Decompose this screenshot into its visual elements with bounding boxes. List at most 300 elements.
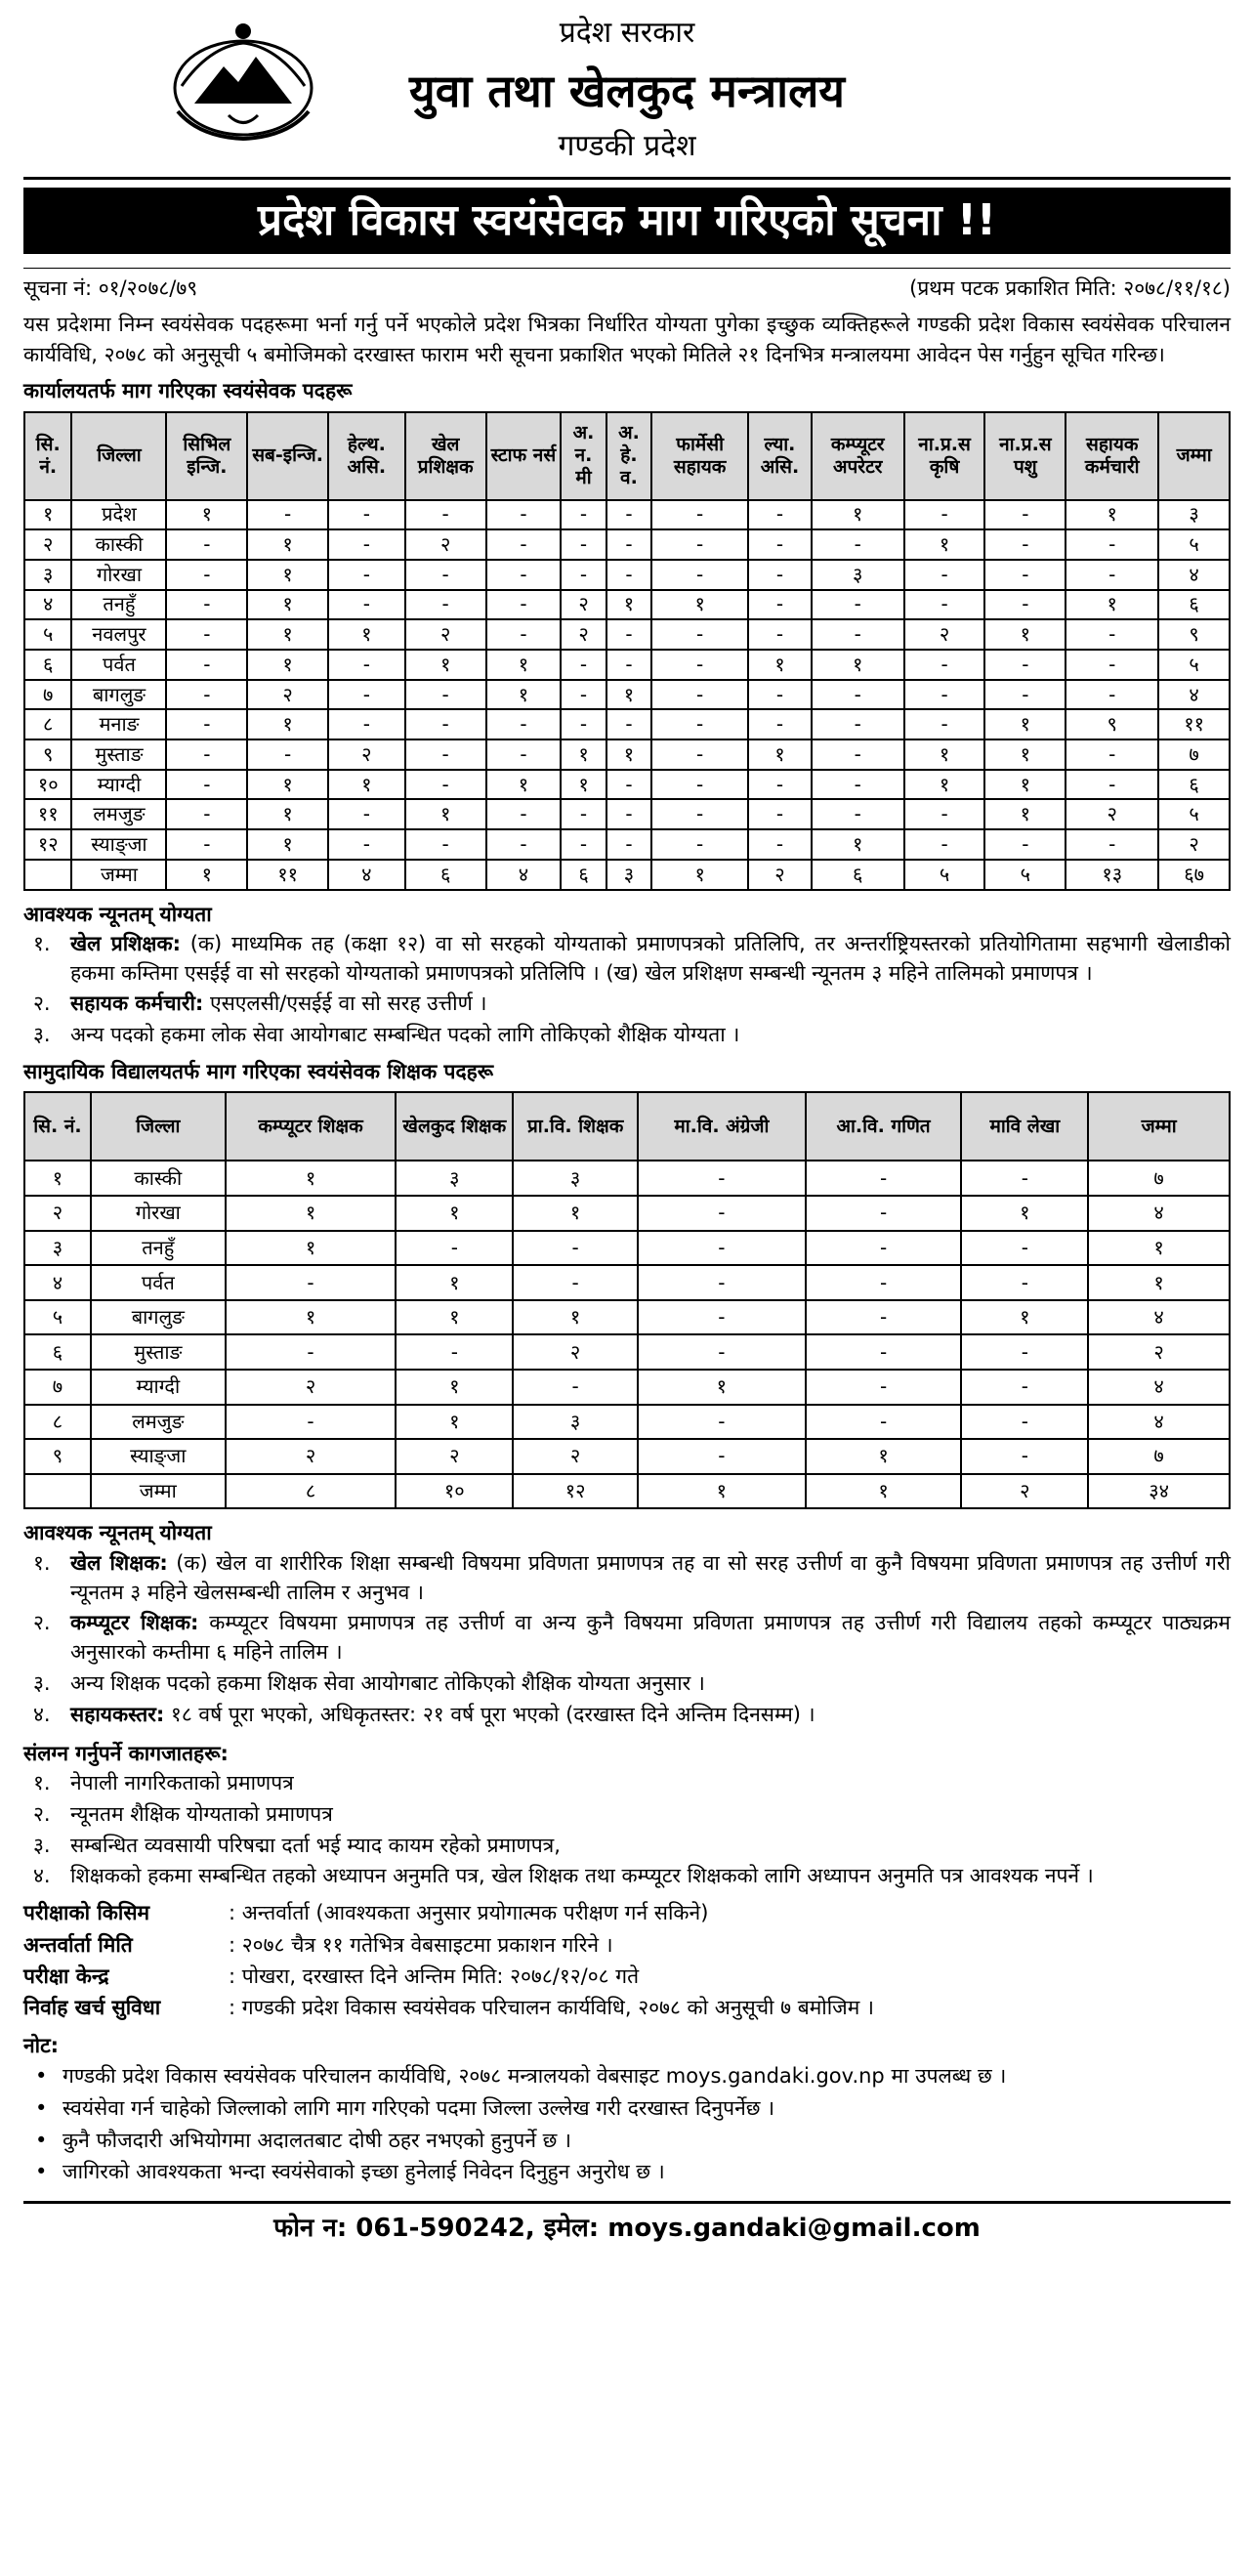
table-cell: ४	[24, 590, 71, 620]
table-row	[24, 829, 1230, 860]
table-cell: -	[606, 650, 651, 680]
table-cell: -	[226, 1405, 397, 1440]
table-row	[24, 799, 1230, 829]
table-cell: -	[812, 529, 904, 560]
table-cell: २	[405, 529, 486, 560]
table-cell: -	[405, 500, 486, 530]
table-cell: -	[638, 1439, 806, 1474]
table-cell: -	[651, 829, 748, 860]
table-cell: -	[405, 680, 486, 710]
table-cell: ८	[24, 709, 71, 739]
table-cell: ८	[226, 1474, 397, 1509]
table-cell: -	[961, 1231, 1088, 1266]
table-cell: -	[561, 529, 606, 560]
district-cell: जम्मा	[91, 1474, 226, 1509]
column-header: हेल्थ. असि.	[328, 412, 405, 500]
table-cell: -	[486, 799, 562, 829]
table-cell: २	[24, 1196, 91, 1231]
table-cell: -	[247, 739, 328, 770]
column-header: सि. नं.	[24, 1092, 91, 1161]
table-cell: -	[486, 739, 562, 770]
table-cell: ७	[1158, 739, 1230, 770]
total-row	[24, 1474, 1230, 1509]
column-header: अ. हे. व.	[606, 412, 651, 500]
column-header: खेल प्रशिक्षक	[405, 412, 486, 500]
table-cell: २	[226, 1370, 397, 1405]
table-cell: १	[226, 1161, 397, 1196]
table-cell: १	[984, 739, 1066, 770]
table-cell: -	[166, 680, 247, 710]
list-item: • जागिरको आवश्यकता भन्दा स्वयंसेवाको इच्छा हुनेलाई निवेदन दिनुहुन अनुरोध छ ।	[23, 2158, 1231, 2187]
district-cell: तनहुँ	[91, 1231, 226, 1266]
contact-footer: फोन न: 061-590242, इमेल: moys.gandaki@gmail.com	[23, 2201, 1231, 2246]
table-cell: १	[226, 1231, 397, 1266]
table-cell: -	[748, 619, 812, 650]
table-cell: -	[561, 799, 606, 829]
table-cell: १	[812, 829, 904, 860]
district-cell: तनहुँ	[71, 590, 166, 620]
table-cell: ३	[24, 560, 71, 590]
table-cell: १	[405, 650, 486, 680]
table-cell: -	[486, 709, 562, 739]
table-cell: १	[1088, 1231, 1230, 1266]
district-cell: बागलुङ	[71, 680, 166, 710]
table-row	[24, 1439, 1230, 1474]
table-cell: १	[328, 619, 405, 650]
table-cell: १	[806, 1474, 962, 1509]
table-cell: -	[984, 529, 1066, 560]
table-cell: २	[328, 739, 405, 770]
table-cell: -	[1066, 650, 1158, 680]
info-row: अन्तर्वार्ता मिति : २०७८ चैत्र ११ गतेभित्र वेबसाइटमा प्रकाशन गरिने ।	[23, 1932, 613, 1957]
table-cell: २	[513, 1439, 638, 1474]
list-item: ४. शिक्षकको हकमा सम्बन्धित तहको अध्यापन अनुमति पत्र, खेल शिक्षक तथा कम्प्यूटर शिक्षकको लागि अध्यापन अनुमति पत्र आवश्यक नपर्ने ।	[33, 1864, 1094, 1888]
table-row	[24, 650, 1230, 680]
table-cell: -	[328, 500, 405, 530]
table-cell: -	[904, 560, 985, 590]
total-row	[24, 860, 1230, 890]
column-header: सि. नं.	[24, 412, 71, 500]
district-cell: गोरखा	[91, 1196, 226, 1231]
table-cell: ४	[1158, 680, 1230, 710]
table-cell: -	[606, 560, 651, 590]
table-cell: -	[638, 1265, 806, 1300]
table-cell: -	[904, 500, 985, 530]
table-cell: -	[638, 1231, 806, 1266]
table-cell: १	[812, 500, 904, 530]
list-item: ४. सहायकस्तर: १८ वर्ष पूरा भएको, अधिकृतस्तर: २१ वर्ष पूरा भएको (दरखास्त दिने अन्तिम दिनसम्म) ।	[33, 1702, 815, 1726]
table-cell: -	[1066, 560, 1158, 590]
column-header: फार्मेसी सहायक	[651, 412, 748, 500]
table-cell: ५	[984, 860, 1066, 890]
table-cell: १	[24, 1161, 91, 1196]
table2-header-row	[24, 1092, 1230, 1161]
table-cell: २	[561, 619, 606, 650]
column-header: कम्प्यूटर अपरेटर	[812, 412, 904, 500]
table-cell: -	[405, 770, 486, 800]
district-cell: लमजुङ	[91, 1405, 226, 1440]
intro-paragraph: यस प्रदेशमा निम्न स्वयंसेवक पदहरूमा भर्ना गर्नु पर्ने भएकोले प्रदेश भित्रका निर्धारित योग्यता पुगेका इच्छुक व्यक्तिहरूले गण्डकी प्रदेश विकास स्वयंसेवक परिचालन कार्यविधि, २०७८ को अनुसूची ५ बमोजिमको दरखास्त फाराम भरी सूचना प्रकाशित भएको मितिले २१ दिनभित्र मन्त्रालयमा आवेदन पेस गर्नुहुन सूचित गरिन्छ।	[23, 313, 1231, 366]
table-cell: ७	[24, 1370, 91, 1405]
district-cell: स्याङ्जा	[91, 1439, 226, 1474]
table-cell: १	[812, 650, 904, 680]
table-cell: १	[226, 1196, 397, 1231]
table-cell: -	[405, 709, 486, 739]
notes-list	[23, 2062, 1231, 2187]
table-cell	[24, 1474, 91, 1509]
table-cell: -	[748, 680, 812, 710]
column-header: खेलकुद शिक्षक	[396, 1092, 513, 1161]
district-cell: प्रदेश	[71, 500, 166, 530]
table-cell: -	[806, 1161, 962, 1196]
table-cell: -	[904, 680, 985, 710]
table-cell: -	[513, 1370, 638, 1405]
govt-title: प्रदेश सरकार	[559, 16, 695, 50]
table-cell: -	[748, 829, 812, 860]
province-title: गण्डकी प्रदेश	[558, 129, 696, 163]
table-row	[24, 680, 1230, 710]
table-cell: ५	[1158, 799, 1230, 829]
table-cell: -	[226, 1334, 397, 1370]
notice-number: सूचना नं: ०१/२०७८/७९	[23, 276, 198, 300]
table-row	[24, 500, 1230, 530]
table-cell: -	[651, 680, 748, 710]
table-cell: -	[486, 500, 562, 530]
table-cell: ६	[24, 650, 71, 680]
table-cell: १	[226, 1300, 397, 1335]
table-cell: -	[812, 590, 904, 620]
table-cell: ७	[1088, 1439, 1230, 1474]
list-item: २. कम्प्यूटर शिक्षक: कम्प्यूटर विषयमा प्रमाणपत्र तह उत्तीर्ण वा अन्य कुनै विषयमा प्रविणता प्रमाणपत्र तह उत्तीर्ण गरी विद्यालय तहको कम्प्यूटर पाठ्यक्रम अनुसारको कम्तीमा ६ महिने तालिम ।	[33, 1611, 1231, 1665]
table-cell: १	[748, 650, 812, 680]
table-cell: १	[486, 770, 562, 800]
table-cell: १	[984, 799, 1066, 829]
table-cell: -	[984, 560, 1066, 590]
column-header: अ. न. मी	[561, 412, 606, 500]
table-cell: ६७	[1158, 860, 1230, 890]
table-cell: १३	[1066, 860, 1158, 890]
table-cell: ८	[24, 1405, 91, 1440]
district-cell: पर्वत	[91, 1265, 226, 1300]
table-cell: १	[396, 1196, 513, 1231]
table-row	[24, 1405, 1230, 1440]
table-cell: -	[812, 619, 904, 650]
district-cell: मुस्ताङ	[91, 1334, 226, 1370]
docs-list	[23, 1769, 1231, 1891]
table-cell: -	[166, 829, 247, 860]
table-cell: -	[748, 500, 812, 530]
table-cell: -	[961, 1439, 1088, 1474]
table-cell: -	[606, 529, 651, 560]
table-cell: १	[606, 590, 651, 620]
district-cell: कास्की	[91, 1161, 226, 1196]
table-cell: -	[247, 500, 328, 530]
table-cell: -	[486, 829, 562, 860]
table-cell: १२	[24, 829, 71, 860]
table-cell: ५	[1158, 650, 1230, 680]
table-cell: ११	[247, 860, 328, 890]
column-header: जिल्ला	[71, 412, 166, 500]
table-cell: ११	[1158, 709, 1230, 739]
table-cell: ४	[1088, 1370, 1230, 1405]
column-header: ना.प्र.स पशु	[984, 412, 1066, 500]
info-row: निर्वाह खर्च सुविधा : गण्डकी प्रदेश विकास स्वयंसेवक परिचालन कार्यविधि, २०७८ को अनुसूची ७ बमोजिम ।	[23, 1996, 874, 2020]
list-item: १. खेल शिक्षक: (क) खेल वा शारीरिक शिक्षा सम्बन्धी विषयमा प्रविणता प्रमाणपत्र तह वा सो सरह उत्तीर्ण वा कुनै विषयमा प्रविणता प्रमाणपत्र तह उत्तीर्ण गरी न्यूनतम ३ महिने खेलसम्बन्धी तालिम र अनुभव ।	[33, 1550, 1231, 1604]
table-cell: ९	[24, 739, 71, 770]
table-cell: १	[984, 770, 1066, 800]
table-cell: -	[328, 650, 405, 680]
table-cell: -	[812, 770, 904, 800]
table-cell: -	[806, 1405, 962, 1440]
district-cell: कास्की	[71, 529, 166, 560]
table-cell: १	[1066, 590, 1158, 620]
table-cell: ६	[24, 1334, 91, 1370]
table-row	[24, 709, 1230, 739]
table-cell: -	[606, 500, 651, 530]
district-cell: नवलपुर	[71, 619, 166, 650]
table-cell: -	[1066, 529, 1158, 560]
table-cell: १	[396, 1300, 513, 1335]
column-header: मा.वि. अंग्रेजी	[638, 1092, 806, 1161]
table-cell	[24, 860, 71, 890]
table-row	[24, 590, 1230, 620]
table-row	[24, 739, 1230, 770]
table-cell: -	[561, 500, 606, 530]
table-cell: -	[638, 1300, 806, 1335]
table-cell: १	[984, 709, 1066, 739]
table-cell: -	[638, 1334, 806, 1370]
table-cell: -	[812, 709, 904, 739]
table-cell: २	[748, 860, 812, 890]
table-cell: २	[561, 590, 606, 620]
table-cell: १	[984, 619, 1066, 650]
table-cell: २	[247, 680, 328, 710]
table-cell: ३४	[1088, 1474, 1230, 1509]
table-cell: १२	[513, 1474, 638, 1509]
table-cell: -	[651, 739, 748, 770]
table-cell: ३	[513, 1161, 638, 1196]
table-cell: ३	[513, 1405, 638, 1440]
table-cell: २	[405, 619, 486, 650]
table-cell: १	[396, 1370, 513, 1405]
table-cell: ३	[396, 1161, 513, 1196]
table-cell: ६	[561, 860, 606, 890]
table-cell: १	[651, 860, 748, 890]
exam-info	[23, 1899, 1231, 2021]
table-cell: १	[961, 1196, 1088, 1231]
table-cell: -	[1066, 770, 1158, 800]
table-cell: १	[247, 650, 328, 680]
table-cell: १	[396, 1405, 513, 1440]
table-row	[24, 529, 1230, 560]
table-cell: -	[961, 1334, 1088, 1370]
table-cell: १	[561, 739, 606, 770]
column-header: स्टाफ नर्स	[486, 412, 562, 500]
column-header: मावि लेखा	[961, 1092, 1088, 1161]
list-item: • स्वयंसेवा गर्न चाहेको जिल्लाको लागि माग गरिएको पदमा जिल्ला उल्लेख गरी दरखास्त दिनुपर्नेछ ।	[23, 2094, 1231, 2124]
table-cell: -	[561, 560, 606, 590]
qual2-list	[23, 1549, 1231, 1730]
table-cell: १	[247, 709, 328, 739]
table2-title: सामुदायिक विद्यालयतर्फ माग गरिएका स्वयंसेवक शिक्षक पदहरू	[23, 1060, 494, 1084]
table-row	[24, 1161, 1230, 1196]
table-cell: १	[1066, 500, 1158, 530]
table-row	[24, 1265, 1230, 1300]
table-cell: -	[166, 799, 247, 829]
table-cell: -	[328, 799, 405, 829]
table-cell: २	[1088, 1334, 1230, 1370]
bullet-icon: •	[35, 2095, 48, 2120]
table-cell: -	[166, 709, 247, 739]
school-positions-table	[23, 1091, 1231, 1509]
table-row	[24, 1300, 1230, 1335]
table-cell: १	[247, 590, 328, 620]
table-cell: १	[638, 1474, 806, 1509]
notes-title: नोट:	[23, 2033, 60, 2057]
office-positions-table	[23, 411, 1231, 891]
list-item: ३. अन्य शिक्षक पदको हकमा शिक्षक सेवा आयोगबाट तोकिएको शैक्षिक योग्यता अनुसार ।	[33, 1670, 705, 1695]
table-cell: -	[1066, 680, 1158, 710]
table-cell: १	[247, 770, 328, 800]
table-cell: -	[651, 770, 748, 800]
table-cell: -	[328, 529, 405, 560]
table-cell: ३	[812, 560, 904, 590]
table-cell: १	[904, 739, 985, 770]
list-item: १. नेपाली नागरिकताको प्रमाणपत्र	[33, 1770, 294, 1795]
notice-meta	[23, 268, 1231, 302]
table-cell: १	[651, 590, 748, 620]
table-cell: ५	[904, 860, 985, 890]
table-cell: -	[606, 619, 651, 650]
table-cell: ६	[1158, 590, 1230, 620]
table-cell: ५	[24, 1300, 91, 1335]
table-cell: ३	[24, 1231, 91, 1266]
table-cell: १	[486, 680, 562, 710]
table-cell: १	[904, 529, 985, 560]
qual1-list	[23, 930, 1231, 1050]
table-cell: -	[606, 770, 651, 800]
table-cell: -	[328, 680, 405, 710]
table-cell: -	[405, 560, 486, 590]
table-cell: -	[748, 709, 812, 739]
table-cell: -	[651, 650, 748, 680]
table-cell: -	[961, 1161, 1088, 1196]
column-header: ना.प्र.स कृषि	[904, 412, 985, 500]
table-cell: १०	[396, 1474, 513, 1509]
district-cell: जम्मा	[71, 860, 166, 890]
table-cell: १	[1088, 1265, 1230, 1300]
table-cell: -	[748, 590, 812, 620]
column-header: जम्मा	[1158, 412, 1230, 500]
table-cell: १	[247, 529, 328, 560]
district-cell: मनाङ	[71, 709, 166, 739]
table-cell: -	[166, 650, 247, 680]
table-cell: -	[396, 1334, 513, 1370]
table-cell: -	[651, 799, 748, 829]
table-cell: ७	[1088, 1161, 1230, 1196]
district-cell: म्याग्दी	[91, 1370, 226, 1405]
table-cell: -	[513, 1231, 638, 1266]
table-cell: ११	[24, 799, 71, 829]
table-cell: १	[166, 860, 247, 890]
table-cell: २	[961, 1474, 1088, 1509]
table-cell: ४	[1088, 1300, 1230, 1335]
table-cell: १	[748, 739, 812, 770]
table-cell: -	[328, 829, 405, 860]
notice-banner: प्रदेश विकास स्वयंसेवक माग गरिएको सूचना !!	[23, 188, 1231, 254]
ministry-title: युवा तथा खेलकुद मन्त्रालय	[409, 64, 845, 117]
table-cell: -	[405, 829, 486, 860]
table-cell: -	[166, 619, 247, 650]
table-cell: -	[651, 619, 748, 650]
table-cell: -	[606, 829, 651, 860]
table-cell: ४	[1158, 560, 1230, 590]
column-header: ल्या. असि.	[748, 412, 812, 500]
table-cell: -	[561, 829, 606, 860]
table-cell: ३	[606, 860, 651, 890]
table-cell: -	[226, 1265, 397, 1300]
table-cell: -	[328, 560, 405, 590]
table-cell: १	[405, 799, 486, 829]
table-cell: -	[806, 1334, 962, 1370]
table-cell: -	[486, 560, 562, 590]
table1-header-row	[24, 412, 1230, 500]
table-cell: -	[806, 1370, 962, 1405]
header	[23, 0, 1231, 180]
table-cell: -	[166, 560, 247, 590]
qual2-title: आवश्यक न्यूनतम् योग्यता	[23, 1521, 212, 1545]
table-cell: ४	[328, 860, 405, 890]
table-cell: -	[748, 799, 812, 829]
table-cell: -	[606, 709, 651, 739]
table-cell: -	[984, 829, 1066, 860]
table-row	[24, 1196, 1230, 1231]
list-item: ३. अन्य पदको हकमा लोक सेवा आयोगबाट सम्बन्धित पदको लागि तोकिएको शैक्षिक योग्यता ।	[33, 1023, 740, 1047]
table-cell: १	[24, 500, 71, 530]
table-cell: -	[638, 1405, 806, 1440]
table-cell: १	[166, 500, 247, 530]
list-item: • कुनै फौजदारी अभियोगमा अदालतबाट दोषी ठहर नभएको हुनुपर्ने छ ।	[23, 2127, 1231, 2156]
table-cell: -	[486, 590, 562, 620]
table-cell: -	[651, 529, 748, 560]
table-cell: १	[606, 680, 651, 710]
bullet-icon: •	[35, 2063, 48, 2088]
table-cell: ४	[486, 860, 562, 890]
table-cell: -	[748, 529, 812, 560]
table-cell: -	[904, 709, 985, 739]
table-cell: -	[984, 500, 1066, 530]
table-cell: -	[748, 770, 812, 800]
table-cell: १	[961, 1300, 1088, 1335]
list-item: १. खेल प्रशिक्षक: (क) माध्यमिक तह (कक्षा १२) वा सो सरहको योग्यताको प्रमाणपत्रको प्रतिलिपि, तर अन्तर्राष्ट्रियस्तरको प्रतियोगितामा सहभागी खेलाडीको हकमा कम्तिमा एसईई वा सो सरहको योग्यताको प्रमाणपत्रको प्रतिलिपि । (ख) खेल प्रशिक्षण सम्बन्धी न्यूनतम ३ महिने तालिमको प्रमाणपत्र ।	[33, 931, 1231, 985]
district-cell: लमजुङ	[71, 799, 166, 829]
column-header: आ.वि. गणित	[806, 1092, 962, 1161]
table-cell: -	[806, 1300, 962, 1335]
bullet-icon: •	[35, 2128, 48, 2152]
table-cell: ४	[1088, 1405, 1230, 1440]
table-cell: ७	[24, 680, 71, 710]
district-cell: पर्वत	[71, 650, 166, 680]
table-cell: १	[513, 1196, 638, 1231]
table-cell: -	[904, 650, 985, 680]
table-cell: १	[486, 650, 562, 680]
table-cell: -	[328, 590, 405, 620]
column-header: प्रा.वि. शिक्षक	[513, 1092, 638, 1161]
table-cell: ६	[1158, 770, 1230, 800]
table-cell: -	[651, 560, 748, 590]
table-cell: १	[513, 1300, 638, 1335]
list-item: • गण्डकी प्रदेश विकास स्वयंसेवक परिचालन कार्यविधि, २०७८ मन्त्रालयको वेबसाइट moys.gandaki.gov.np मा उपलब्ध छ ।	[23, 2062, 1231, 2091]
